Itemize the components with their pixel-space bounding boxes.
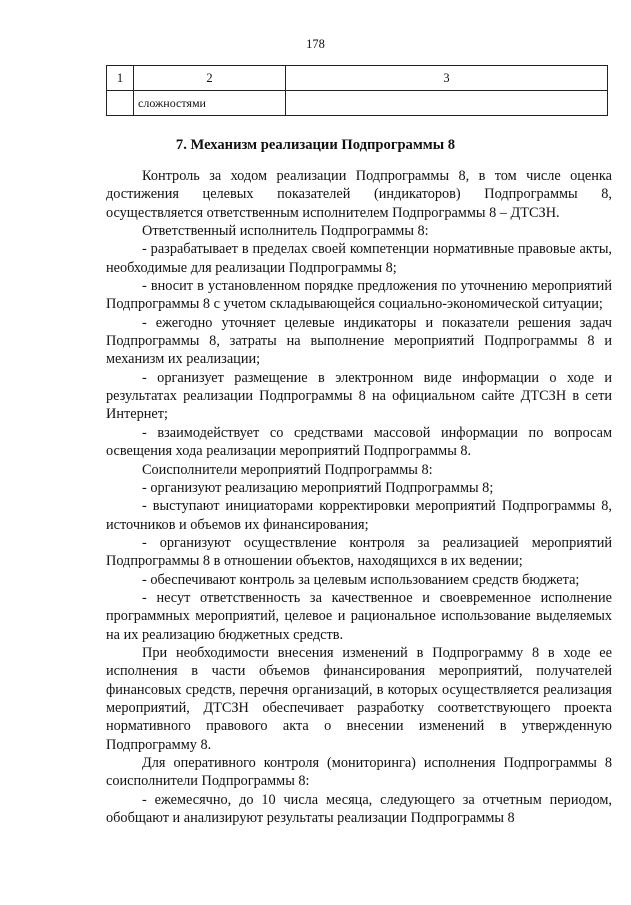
list-item: - организуют реализацию мероприятий Подпрограммы 8;: [142, 479, 494, 496]
list-item: - ежегодно уточняет целевые индикаторы и показатели решения задач Подпрограммы 8, затраты на выполнение мероприятий Подпрограммы 8 и механизм их реализации;: [106, 314, 612, 368]
list-item: - выступают инициаторами корректировки мероприятий Подпрограммы 8, источников и объемов их финансирования;: [106, 498, 612, 533]
list-item: - взаимодействует со средствами массовой информации по вопросам освещения хода реализации мероприятий Подпрограммы 8.: [106, 424, 612, 460]
page-number: 178: [306, 37, 325, 51]
paragraph: Контроль за ходом реализации Подпрограммы 8, в том числе оценка достижения целевых показателей (индикаторов) Подпрограммы 8, осуществляется ответственным исполнителем Подпрограммы 8 – ДТСЗН.: [106, 168, 612, 221]
document-body: [106, 167, 612, 827]
table-cell: сложностями: [134, 91, 286, 116]
table-header-cell: 3: [286, 66, 608, 91]
table-header-row: [107, 66, 608, 91]
paragraph: Ответственный исполнитель Подпрограммы 8:: [142, 223, 429, 240]
paragraph: Соисполнители мероприятий Подпрограммы 8:: [142, 461, 433, 478]
list-item: - ежемесячно, до 10 числа месяца, следующего за отчетным периодом, обобщают и анализируют результаты реализации Подпрограммы 8: [106, 791, 612, 827]
paragraph: При необходимости внесения изменений в Подпрограмму 8 в ходе ее исполнения в части объемов финансирования мероприятий, получателей финансовых средств, перечня организаций, в которых осуществляется реализация мероприятий, ДТСЗН обеспечивает разработку соответствующего проекта нормативного правового акта о внесении изменений в утвержденную Подпрограмму 8.: [106, 644, 612, 753]
list-item: - организуют осуществление контроля за реализацией мероприятий Подпрограммы 8 в отношении объектов, находящихся в их ведении;: [106, 534, 612, 570]
list-item: - разрабатывает в пределах своей компетенции нормативные правовые акты, необходимые для реализации Подпрограммы 8;: [106, 241, 612, 276]
paragraph: Для оперативного контроля (мониторинга) исполнения Подпрограммы 8 соисполнители Подпрограммы 8:: [106, 755, 612, 790]
table-cell: [107, 91, 134, 116]
table-header-cell: 2: [134, 66, 286, 91]
list-item: - вносит в установленном порядке предложения по уточнению мероприятий Подпрограммы 8 с учетом складывающейся социально-экономической ситуации;: [106, 278, 612, 313]
continuation-table: [106, 65, 608, 116]
list-item: - несут ответственность за качественное и своевременное исполнение программных мероприятий, целевое и рациональное использование выделяемых на их реализацию бюджетных средств.: [106, 589, 612, 643]
list-item: - организует размещение в электронном виде информации о ходе и результатах реализации Подпрограммы 8 на официальном сайте ДТСЗН в сети Интернет;: [106, 369, 612, 423]
table-row: [107, 91, 608, 116]
section-title: 7. Механизм реализации Подпрограммы 8: [175, 137, 456, 153]
list-item: - обеспечивают контроль за целевым использованием средств бюджета;: [142, 571, 580, 588]
table-cell: [286, 91, 608, 116]
table-header-cell: 1: [107, 66, 134, 91]
